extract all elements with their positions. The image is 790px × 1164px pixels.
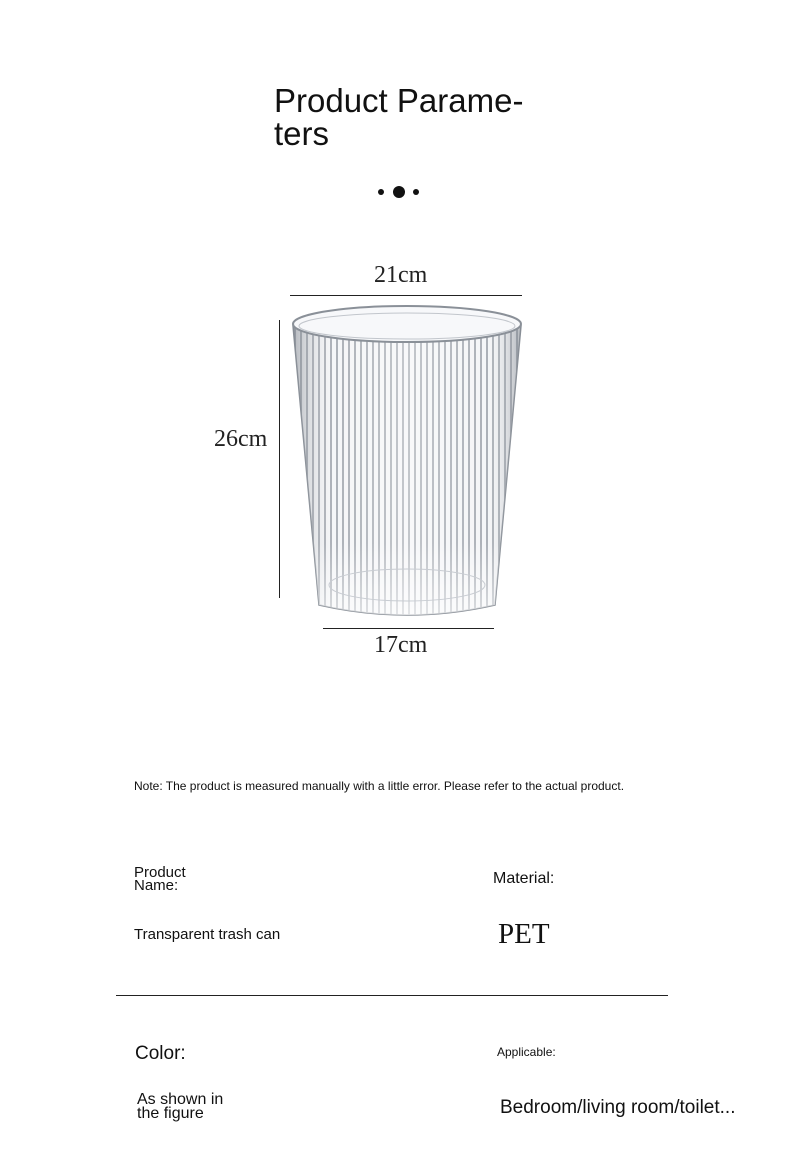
dots-divider	[376, 184, 422, 200]
product-name-label: Product Name:	[134, 864, 186, 894]
material-label: Material:	[493, 870, 555, 887]
applicable-value: Bedroom/living room/toilet...	[500, 1097, 736, 1118]
applicable-label: Applicable:	[497, 1045, 556, 1059]
height-line	[279, 320, 280, 598]
top-width-label: 21cm	[374, 262, 428, 288]
height-label: 26cm	[214, 426, 268, 452]
bottom-width-label: 17cm	[374, 632, 428, 658]
dot-small-right	[413, 189, 419, 195]
product-name-value: Transparent trash can	[134, 926, 281, 943]
dot-small-left	[378, 189, 384, 195]
dot-large-center	[393, 186, 405, 198]
measurement-note: Note: The product is measured manually with a little error. Please refer to the actual product.	[134, 779, 625, 793]
color-label: Color:	[135, 1043, 186, 1064]
material-value: PET	[498, 918, 550, 950]
color-value: As shown in the figure	[137, 1091, 224, 1122]
page-title: Product Parame- ters	[274, 82, 524, 152]
section-divider	[116, 995, 668, 996]
top-width-line	[290, 295, 522, 296]
trash-can-image	[288, 300, 528, 630]
